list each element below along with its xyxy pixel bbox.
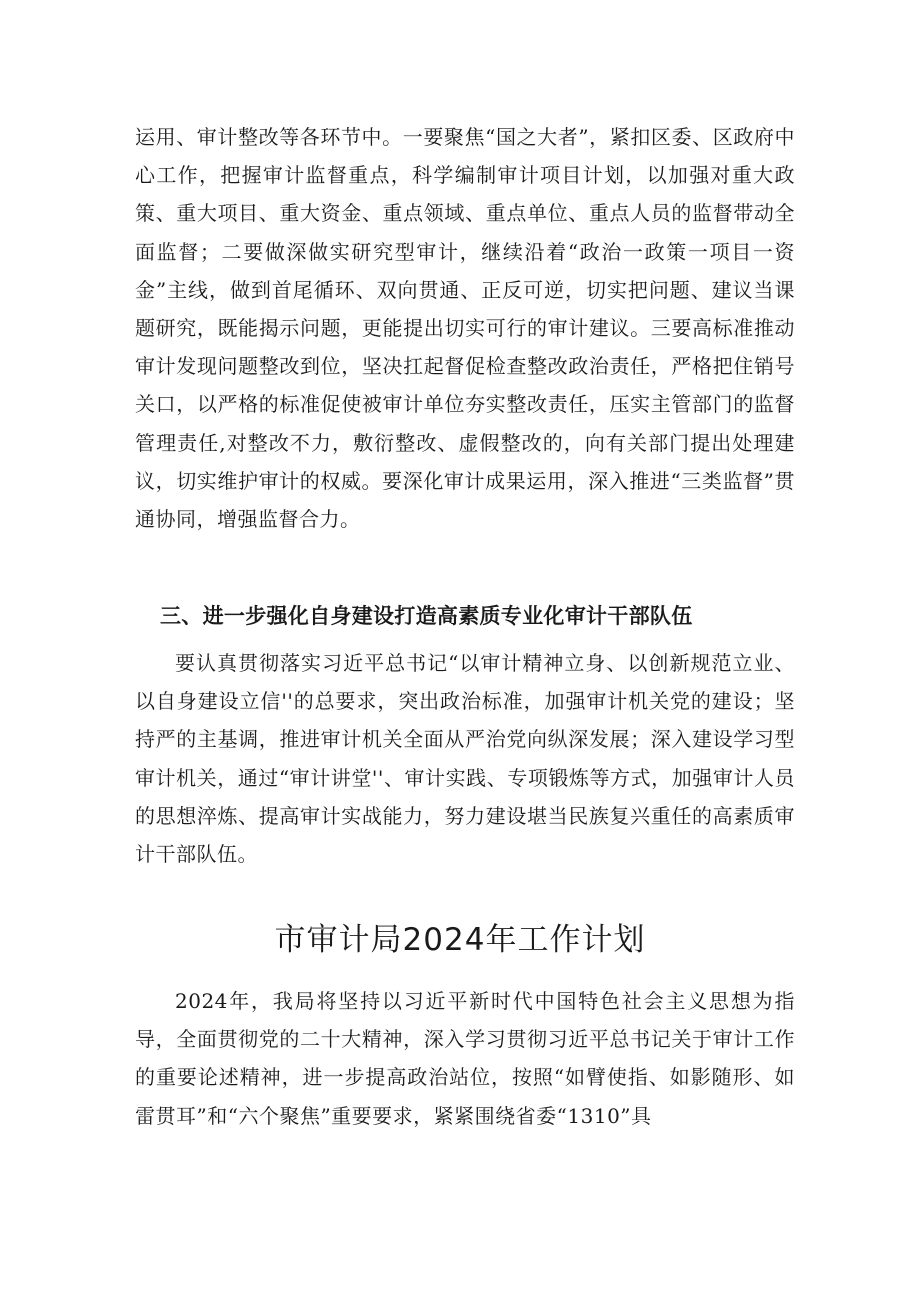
continued-paragraph: 运用、审计整改等各环节中。一要聚焦“国之大者”，紧扣区委、区政府中心工作，把握审计监督重点，科学编制审计项目计划，以加强对重大政策、重大项目、重大资金、重点领域、重点单位、重点人员的监督带动全面监督；二要做深做实研究型审计，继续沿着“政治一政策一项目一资金”主线，做到首尾循环、双向贯通、正反可逆，切实把问题、建议当课题研究，既能揭示问题，更能提出切实可行的审计建议。三要高标准推动审计发现问题整改到位，坚决扛起督促检查整改政治责任，严格把住销号关口，以严格的标准促使被审计单位夯实整改责任，压实主管部门的监督管理责任,对整改不力，敷衍整改、虚假整改的，向有关部门提出处理建议，切实维护审计的权威。要深化审计成果运用，深入推进“三类监督”贯通协同，增强监督合力。 xyxy=(135,125,795,532)
section-heading: 三、进一步强化自身建设打造高素质专业化审计干部队伍 xyxy=(160,604,693,628)
document-title: 市审计局2024年工作计划 xyxy=(274,922,646,958)
section-paragraph: 要认真贯彻落实习近平总书记“以审计精神立身、以创新规范立业、以自身建设立信''的总要求，突出政治标准，加强审计机关党的建设；坚持严的主基调，推进审计机关全面从严治党向纵深发展；深入建设学习型审计机关，通过“审计讲堂''、审计实践、专项锻炼等方式，加强审计人员的思想淬炼、提高审计实战能力，努力建设堪当民族复兴重任的高素质审计干部队伍。 xyxy=(135,651,795,867)
intro-paragraph: 2024年，我局将坚持以习近平新时代中国特色社会主义思想为指导，全面贯彻党的二十大精神，深入学习贯彻习近平总书记关于审计工作的重要论述精神，进一步提高政治站位，按照“如臂使指、如影随形、如雷贯耳”和“六个聚焦”重要要求，紧紧围绕省委“1310”具 xyxy=(135,989,795,1128)
